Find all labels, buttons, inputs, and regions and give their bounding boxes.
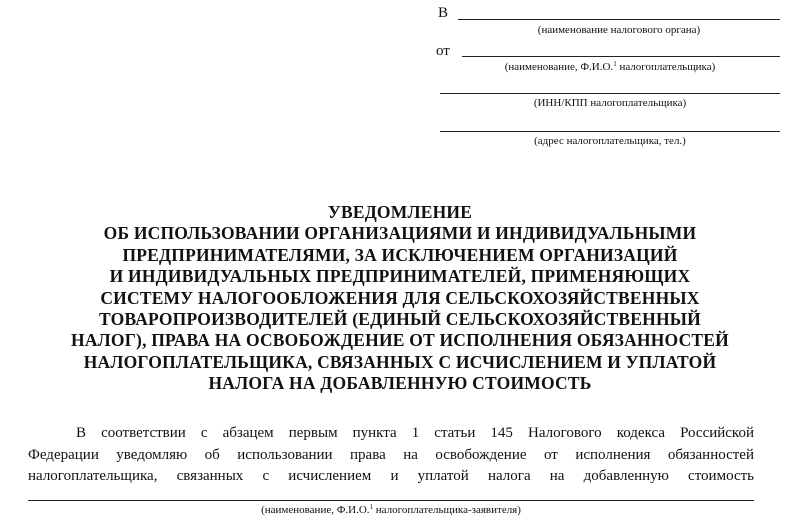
tax-authority-field-line[interactable] — [458, 19, 780, 20]
tax-authority-caption: (наименование налогового органа) — [537, 24, 701, 36]
title-line: НАЛОГА НА ДОБАВЛЕННУЮ СТОИМОСТЬ — [208, 373, 592, 394]
title-line: СИСТЕМУ НАЛОГООБЛОЖЕНИЯ ДЛЯ СЕЛЬСКОХОЗЯЙСТВЕННЫХ — [100, 287, 700, 308]
inn-kpp-caption: (ИНН/КПП налогоплательщика) — [533, 97, 687, 109]
title-line: И ИНДИВИДУАЛЬНЫХ ПРЕДПРИНИМАТЕЛЕЙ, ПРИМЕНЯЮЩИХ — [109, 266, 691, 287]
applicant-caption: (наименование, Ф.И.О.$^1$ налогоплательщика-заявителя) — [261, 503, 521, 516]
address-field-line[interactable] — [440, 131, 780, 132]
inn-kpp-field-line[interactable] — [440, 93, 780, 94]
taxpayer-name-field-line[interactable] — [462, 56, 780, 57]
body-paragraph — [28, 423, 754, 488]
body-line-3: налогоплательщика, связанных с исчислением и уплатой налога на добавленную стоимость — [28, 468, 754, 484]
taxpayer-name-caption: (наименование, Ф.И.О.$^1$ налогоплательщика) — [504, 60, 716, 73]
body-line-2: Федерации уведомляю об использовании права на освобождение от исполнения обязанностей — [28, 446, 754, 463]
address-caption: (адрес налогоплательщика, тел.) — [534, 135, 686, 147]
to-prefix: В — [438, 5, 449, 21]
title-line: ОБ ИСПОЛЬЗОВАНИИ ОРГАНИЗАЦИЯМИ И ИНДИВИДУАЛЬНЫМИ — [103, 223, 697, 244]
body-line-1: В соответствии с абзацем первым пункта 1 статьи 145 Налогового кодекса Российской — [76, 425, 754, 441]
footnote-marker: 1 — [613, 60, 617, 68]
title-line: НАЛОГ), ПРАВА НА ОСВОБОЖДЕНИЕ ОТ ИСПОЛНЕНИЯ ОБЯЗАННОСТЕЙ — [71, 330, 729, 351]
title-line: НАЛОГОПЛАТЕЛЬЩИКА, СВЯЗАННЫХ С ИСЧИСЛЕНИЕМ И УПЛАТОЙ — [83, 351, 717, 372]
applicant-field-line[interactable] — [28, 500, 754, 501]
title-line: ПРЕДПРИНИМАТЕЛЯМИ, ЗА ИСКЛЮЧЕНИЕМ ОРГАНИЗАЦИЙ — [122, 244, 678, 265]
title-line: УВЕДОМЛЕНИЕ — [327, 202, 473, 222]
title-line: ТОВАРОПРОИЗВОДИТЕЛЕЙ (ЕДИНЫЙ СЕЛЬСКОХОЗЯЙСТВЕННЫЙ — [99, 309, 701, 330]
footnote-marker: 1 — [369, 503, 374, 511]
document-title — [30, 202, 770, 395]
from-prefix: от — [436, 43, 450, 59]
